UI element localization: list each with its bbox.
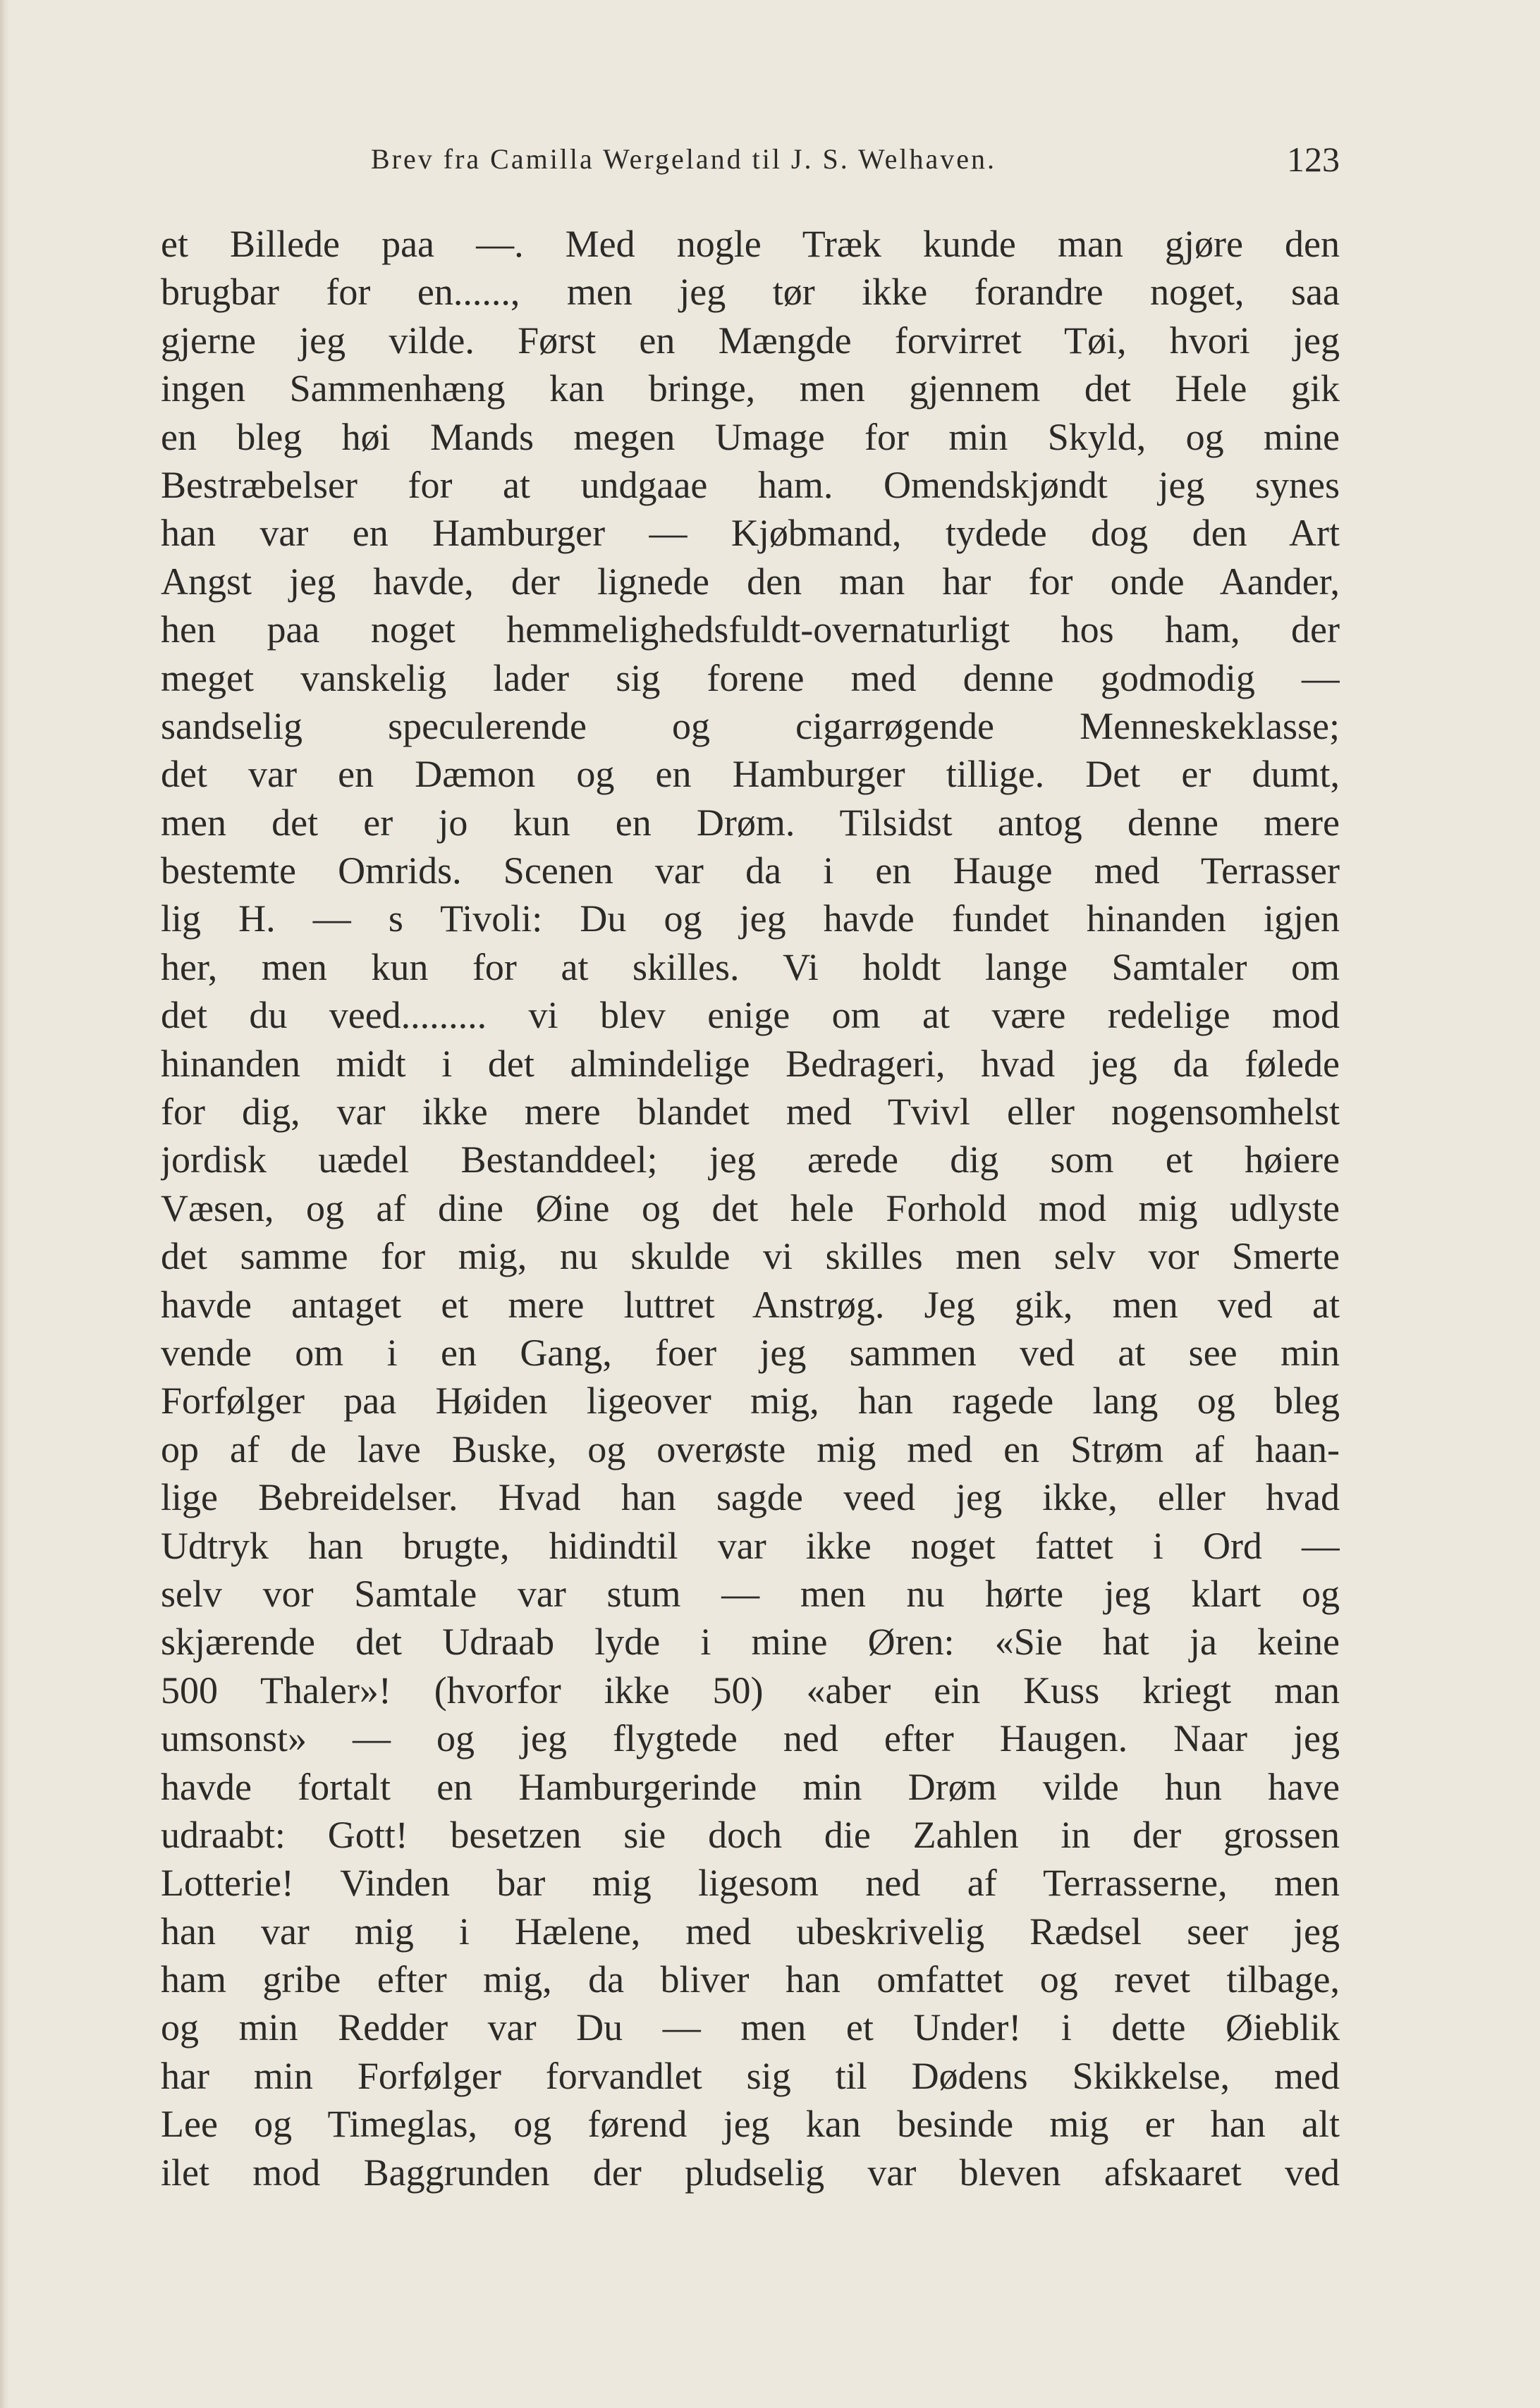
running-title: Brev fra Camilla Wergeland til J. S. Welhaven. — [371, 143, 996, 175]
text-line: Lee og Timeglas, og førend jeg kan besinde mig er han alt — [161, 2103, 1340, 2146]
text-line: her, men kun for at skilles. Vi holdt lange Samtaler om — [161, 945, 1340, 988]
text-line: 500 Thaler»! (hvorfor ikke 50) «aber ein Kuss kriegt man — [161, 1669, 1340, 1712]
text-line: Udtryk han brugte, hidindtil var ikke noget fattet i Ord — — [161, 1524, 1340, 1567]
text-line: det samme for mig, nu skulde vi skilles men selv vor Smerte — [161, 1235, 1340, 1278]
text-line: lig H. — s Tivoli: Du og jeg havde fundet hinanden igjen — [161, 897, 1340, 940]
text-line: han var mig i Hælene, med ubeskrivelig Rædsel seer jeg — [161, 1910, 1340, 1953]
text-line: jordisk uædel Bestanddeel; jeg ærede dig som et høiere — [161, 1138, 1340, 1181]
text-line: det var en Dæmon og en Hamburger tillige. Det er dumt, — [161, 753, 1340, 796]
body-text — [161, 220, 1340, 2197]
page-header — [162, 140, 1340, 179]
text-line: men det er jo kun en Drøm. Tilsidst antog denne mere — [161, 801, 1340, 844]
text-line: for dig, var ikke mere blandet med Tvivl eller nogensomhelst — [161, 1091, 1340, 1134]
text-line: meget vanskelig lader sig forene med denne godmodig — — [161, 656, 1340, 699]
text-line: havde antaget et mere luttret Anstrøg. Jeg gik, men ved at — [161, 1283, 1340, 1326]
text-line: ilet mod Baggrunden der pludselig var bleven afskaaret ved — [161, 2151, 1340, 2194]
text-line: Forfølger paa Høiden ligeover mig, han ragede lang og bleg — [161, 1380, 1340, 1423]
text-line: Væsen, og af dine Øine og det hele Forhold mod mig udlyste — [161, 1186, 1340, 1229]
text-line: hinanden midt i det almindelige Bedrageri, hvad jeg da følede — [161, 1042, 1340, 1085]
text-line: ingen Sammenhæng kan bringe, men gjennem det Hele gik — [161, 367, 1340, 410]
text-line: sandselig speculerende og cigarrøgende Menneskeklasse; — [161, 704, 1340, 747]
text-line: et Billede paa —. Med nogle Træk kunde man gjøre den — [161, 223, 1340, 265]
page-edge — [0, 0, 10, 2408]
text-line: det du veed......... vi blev enige om at være redelige mod — [161, 994, 1340, 1037]
text-line: bestemte Omrids. Scenen var da i en Hauge med Terrasser — [161, 849, 1340, 892]
text-line: udraabt: Gott! besetzen sie doch die Zahlen in der grossen — [161, 1813, 1340, 1856]
text-line: og min Redder var Du — men et Under! i dette Øieblik — [161, 2006, 1340, 2049]
text-line: hen paa noget hemmelighedsfuldt-overnaturligt hos ham, der — [161, 608, 1340, 651]
text-line: op af de lave Buske, og overøste mig med en Strøm af haan- — [161, 1427, 1340, 1470]
text-line: gjerne jeg vilde. Først en Mængde forvirret Tøi, hvori jeg — [161, 319, 1340, 362]
text-line: Lotterie! Vinden bar mig ligesom ned af Terrasserne, men — [161, 1862, 1340, 1905]
text-line: havde fortalt en Hamburgerinde min Drøm vilde hun have — [161, 1765, 1340, 1808]
text-line: en bleg høi Mands megen Umage for min Skyld, og mine — [161, 415, 1340, 458]
text-line: lige Bebreidelser. Hvad han sagde veed jeg ikke, eller hvad — [161, 1476, 1340, 1519]
text-line: vende om i en Gang, foer jeg sammen ved at see min — [161, 1331, 1340, 1374]
text-line: brugbar for en......, men jeg tør ikke forandre noget, saa — [161, 271, 1340, 314]
text-line: Bestræbelser for at undgaae ham. Omendskjøndt jeg synes — [161, 463, 1340, 506]
text-line: umsonst» — og jeg flygtede ned efter Haugen. Naar jeg — [161, 1717, 1340, 1760]
text-line: han var en Hamburger — Kjøbmand, tydede dog den Art — [161, 512, 1340, 555]
text-line: ham gribe efter mig, da bliver han omfattet og revet tilbage, — [161, 1958, 1340, 2001]
text-line: skjærende det Udraab lyde i mine Øren: «Sie hat ja keine — [161, 1621, 1340, 1664]
text-line: har min Forfølger forvandlet sig til Dødens Skikkelse, med — [161, 2054, 1340, 2097]
page-number: 123 — [1287, 140, 1340, 179]
text-line: Angst jeg havde, der lignede den man har for onde Aander, — [161, 560, 1340, 603]
text-line: selv vor Samtale var stum — men nu hørte jeg klart og — [161, 1572, 1340, 1615]
